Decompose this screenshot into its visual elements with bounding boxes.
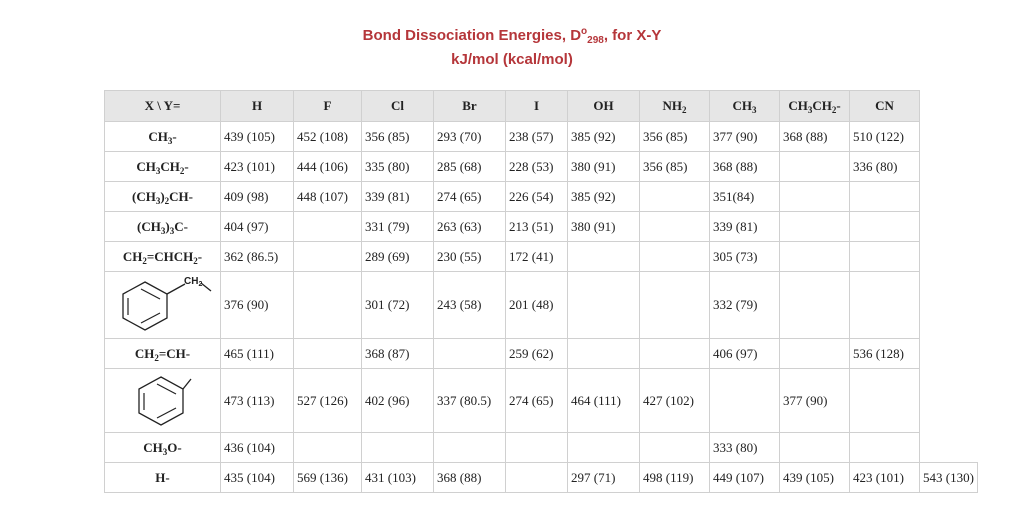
table-cell: 409 (98) [221,182,294,212]
table-cell: 356 (85) [362,122,434,152]
title-text: Bond Dissociation Energies, D [362,27,582,44]
row-header: $CH_3O-$ [105,433,221,463]
table-cell [850,272,920,339]
table-cell: 230 (55) [434,242,506,272]
title-superscript: o [581,26,588,37]
row-header: $CH_2=CH-$ [105,339,221,369]
table-cell [362,433,434,463]
table-cell: 423 (101) [221,152,294,182]
table-cell: 385 (92) [568,182,640,212]
table-cell: 263 (63) [434,212,506,242]
table-cell: 436 (104) [221,433,294,463]
table-row [105,212,978,242]
table-row [105,433,978,463]
table-cell: 427 (102) [640,369,710,433]
col-header-cn: CN [850,91,920,122]
table-cell: 305 (73) [710,242,780,272]
table-cell: 431 (103) [362,463,434,493]
table-cell [780,242,850,272]
col-header-cl: Cl [362,91,434,122]
table-cell [640,272,710,339]
bond-energy-table [104,90,978,493]
table-cell: 406 (97) [710,339,780,369]
table-cell: 172 (41) [506,242,568,272]
table-cell: 243 (58) [434,272,506,339]
row-header [105,369,221,433]
table-row [105,369,978,433]
table-cell: 368 (87) [362,339,434,369]
table-cell: 380 (91) [568,212,640,242]
col-header-i: I [506,91,568,122]
col-header-ch3ch2: $CH_3CH_2-$ [780,91,850,122]
table-cell: 527 (126) [294,369,362,433]
table-cell: 337 (80.5) [434,369,506,433]
title-suffix: , for X-Y [603,27,662,44]
table-cell [780,433,850,463]
table-cell [640,182,710,212]
table-cell: 448 (107) [294,182,362,212]
table-cell: 536 (128) [850,339,920,369]
col-header-oh: OH [568,91,640,122]
table-cell: 335 (80) [362,152,434,182]
table-cell: 464 (111) [568,369,640,433]
table-cell: 228 (53) [506,152,568,182]
title-line-1 [0,24,1024,48]
table-cell: 452 (108) [294,122,362,152]
table-cell: 356 (85) [640,122,710,152]
table-cell: 356 (85) [640,152,710,182]
table-cell [568,433,640,463]
table-cell: 226 (54) [506,182,568,212]
table-cell [850,369,920,433]
table-cell: 238 (57) [506,122,568,152]
row-header: $(CH_3)_2CH-$ [105,182,221,212]
table-cell [640,242,710,272]
table-cell [568,339,640,369]
table-cell: 289 (69) [362,242,434,272]
title-subscript: 298 [587,35,604,46]
col-header-f: F [294,91,362,122]
table-cell: 449 (107) [710,463,780,493]
table-cell: 297 (71) [568,463,640,493]
table-cell: 510 (122) [850,122,920,152]
row-header: $CH_2=CHCH_2-$ [105,242,221,272]
table-cell [710,369,780,433]
table-cell: 333 (80) [710,433,780,463]
table-cell [780,339,850,369]
page-title [0,24,1024,72]
table-cell: 274 (65) [434,182,506,212]
row-header [105,272,221,339]
table-cell: 543 (130) [920,463,978,493]
col-header-h: H [221,91,294,122]
table-cell: 402 (96) [362,369,434,433]
col-header-br: Br [434,91,506,122]
table-cell [294,212,362,242]
table-cell [780,272,850,339]
table-row [105,122,978,152]
table-cell [850,242,920,272]
table-cell: 339 (81) [362,182,434,212]
table-cell [850,212,920,242]
table-cell [640,339,710,369]
row-header: $CH_3CH_2-$ [105,152,221,182]
col-header-ch3: $CH_3$ [710,91,780,122]
table-row [105,339,978,369]
header-row [105,91,978,122]
table-cell: 385 (92) [568,122,640,152]
table-cell [780,212,850,242]
title-line-2: kJ/mol (kcal/mol) [451,51,573,68]
table-cell: 259 (62) [506,339,568,369]
table-cell: 351(84) [710,182,780,212]
table-cell: 377 (90) [710,122,780,152]
table-cell: 368 (88) [434,463,506,493]
benzyl-structure-icon [111,276,215,334]
table-cell: 332 (79) [710,272,780,339]
table-cell [506,463,568,493]
table-row [105,463,978,493]
table-cell [850,433,920,463]
table-row [105,152,978,182]
table-cell [850,182,920,212]
table-row [105,182,978,212]
table-cell: 368 (88) [710,152,780,182]
table-cell: 301 (72) [362,272,434,339]
svg-text:CH2: $CH_2$ [183,276,202,288]
table-cell: 439 (105) [221,122,294,152]
table-cell: 569 (136) [294,463,362,493]
table-cell: 362 (86.5) [221,242,294,272]
table-cell [294,433,362,463]
table-cell: 444 (106) [294,152,362,182]
table-cell: 465 (111) [221,339,294,369]
table-cell [506,433,568,463]
col-header-nh2: $NH_2$ [640,91,710,122]
table-row [105,242,978,272]
table-cell [780,152,850,182]
table-cell [434,433,506,463]
table-cell [780,182,850,212]
table-cell: 201 (48) [506,272,568,339]
phenyl-structure-icon [111,373,215,429]
table-row [105,272,978,339]
table-cell [294,339,362,369]
table-cell: 331 (79) [362,212,434,242]
table-cell: 439 (105) [780,463,850,493]
row-header: $CH_3-$ [105,122,221,152]
table-cell [568,272,640,339]
row-header: H- [105,463,221,493]
table-cell: 293 (70) [434,122,506,152]
table-cell: 377 (90) [780,369,850,433]
corner-header: X \ Y= [105,91,221,122]
table-cell: 404 (97) [221,212,294,242]
table-cell: 435 (104) [221,463,294,493]
table-cell: 423 (101) [850,463,920,493]
table-cell: 498 (119) [640,463,710,493]
table-cell: 376 (90) [221,272,294,339]
table-cell [434,339,506,369]
table-cell [568,242,640,272]
table-cell: 368 (88) [780,122,850,152]
table-cell: 285 (68) [434,152,506,182]
table-cell: 213 (51) [506,212,568,242]
table-cell: 274 (65) [506,369,568,433]
table-cell: 380 (91) [568,152,640,182]
table-cell [640,433,710,463]
table-cell [294,272,362,339]
table-cell: 473 (113) [221,369,294,433]
table-cell: 339 (81) [710,212,780,242]
table-cell: 336 (80) [850,152,920,182]
table-cell [640,212,710,242]
table-cell [294,242,362,272]
row-header: $(CH_3)_3C-$ [105,212,221,242]
